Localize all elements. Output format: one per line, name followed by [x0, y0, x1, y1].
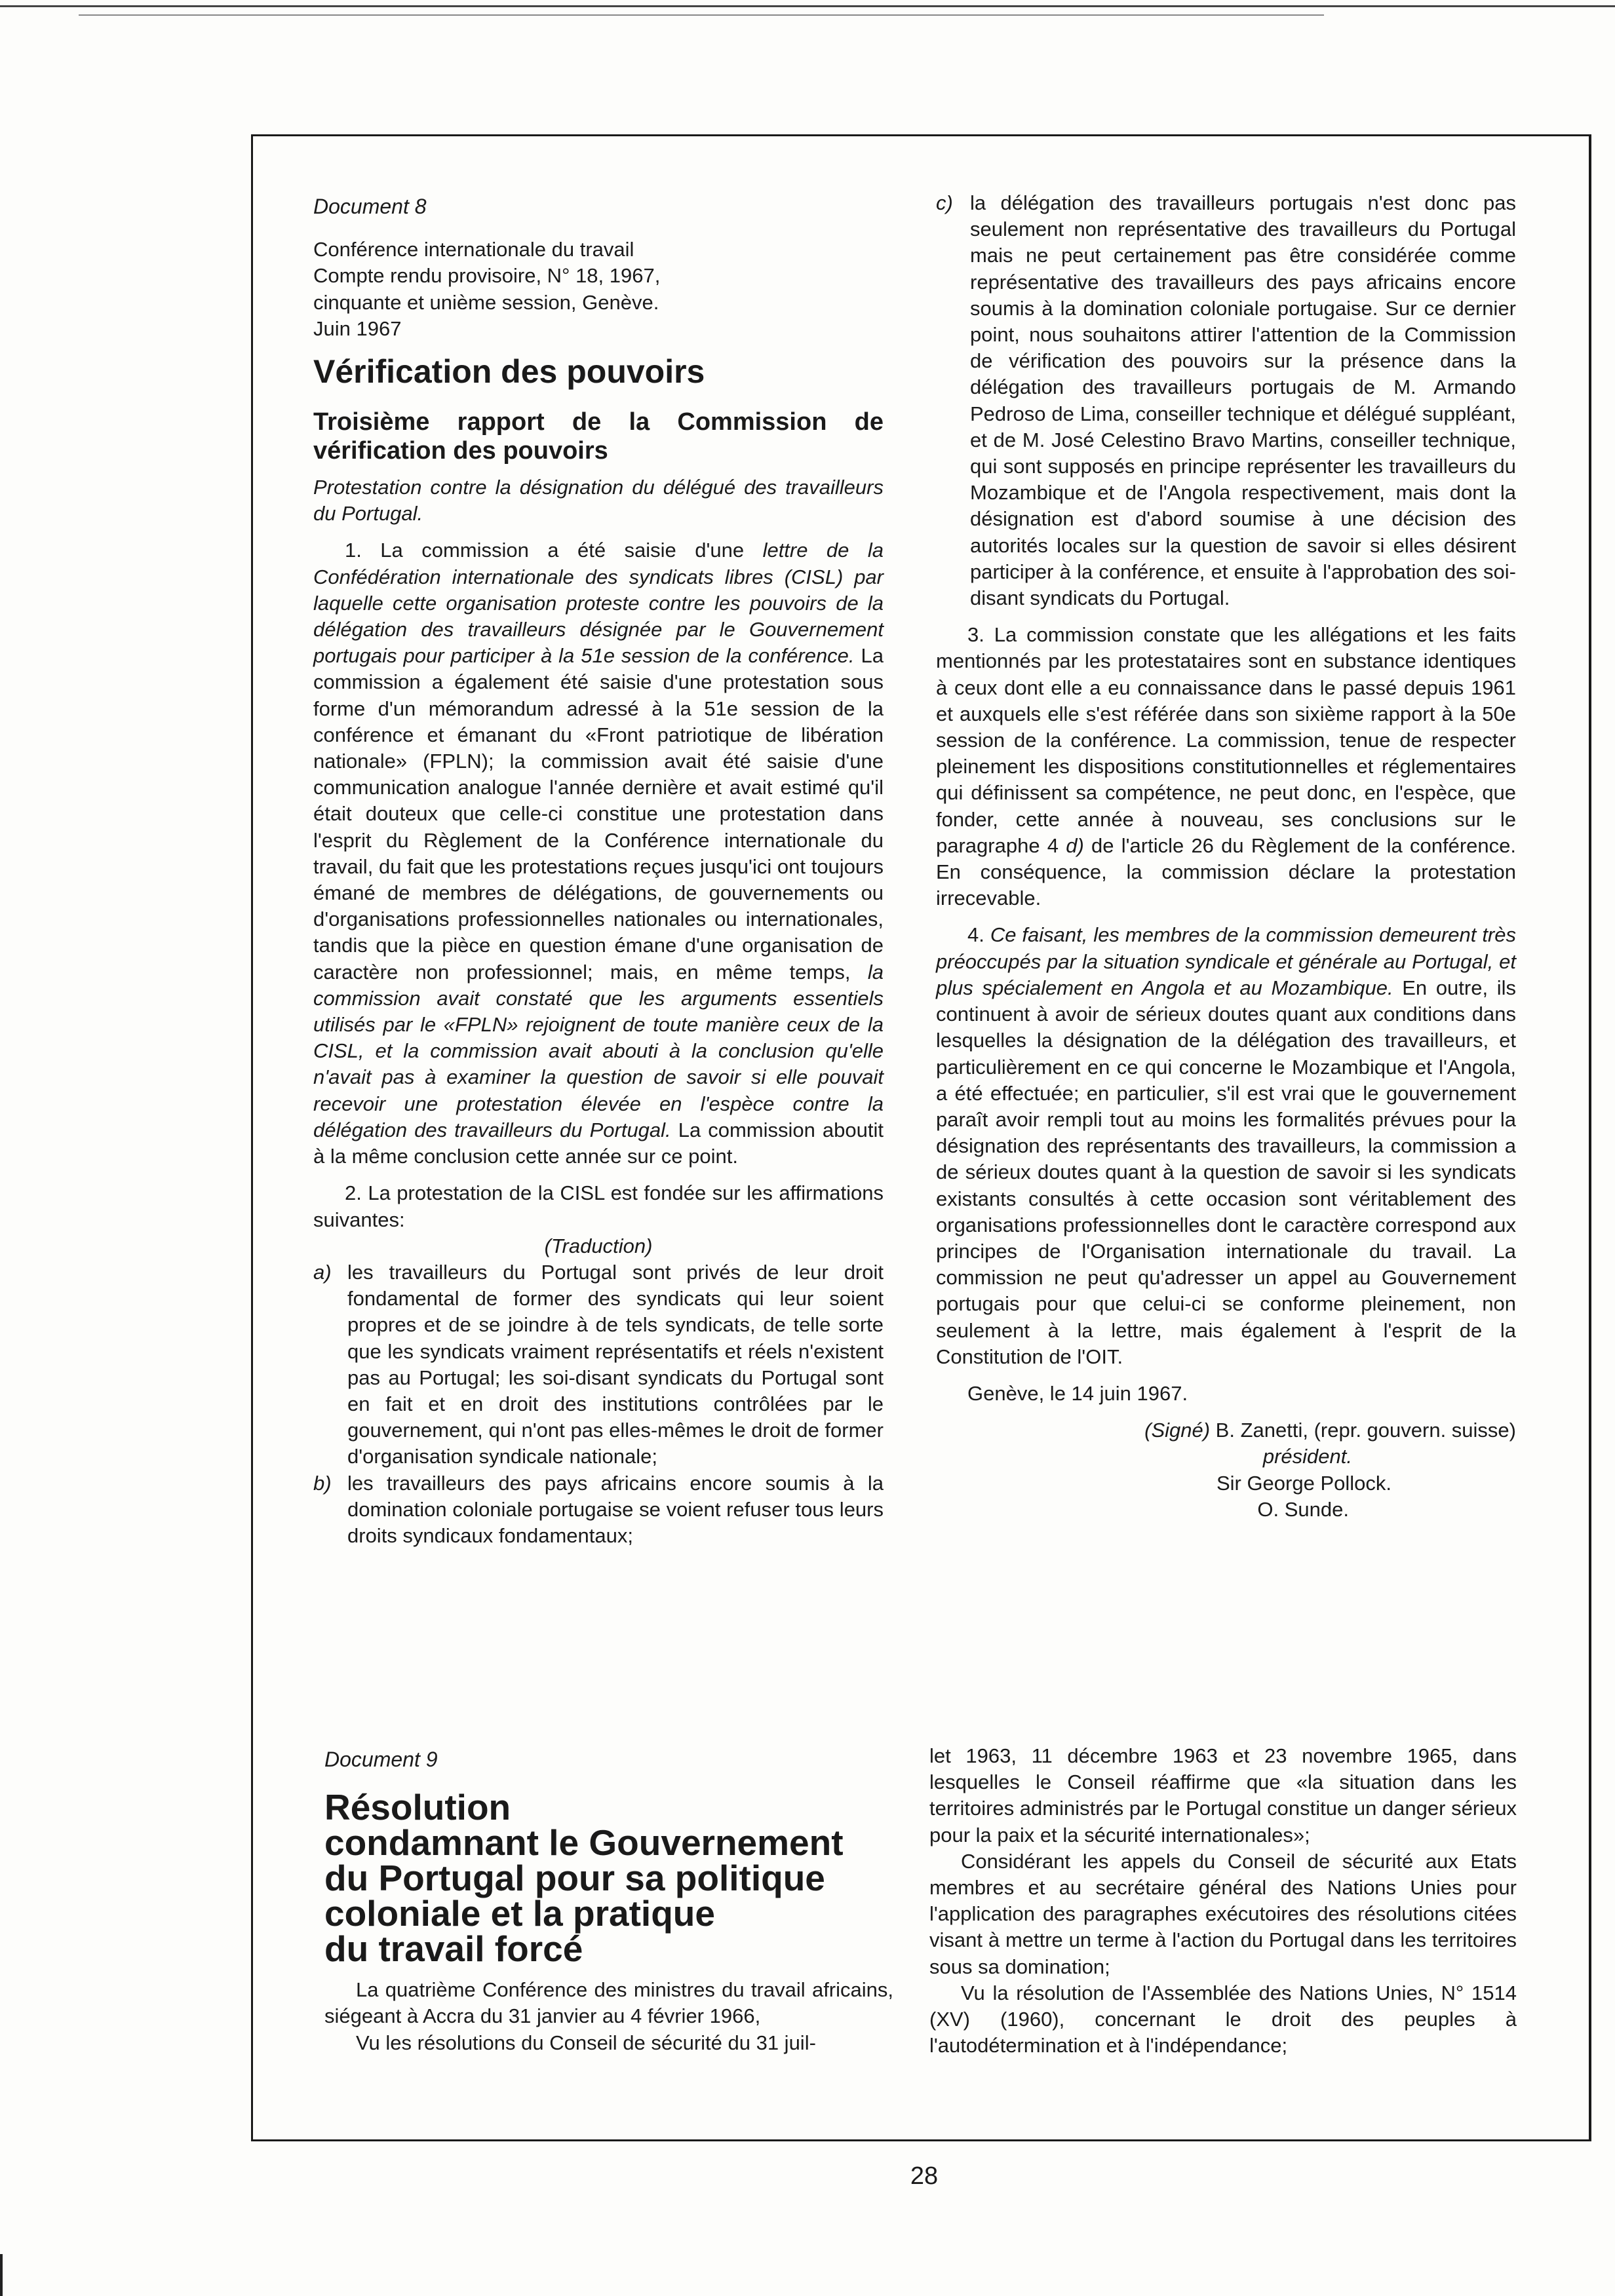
- doc8-label: Document 8: [313, 195, 427, 218]
- doc9-label: Document 9: [324, 1748, 438, 1771]
- p4-part: En outre, ils continuent à avoir de sérieux doutes quant aux conditions dans lesquelles la désignation de la délégation des travailleurs, et particulièrement en ce qui concerne le Mozambique et l'Angola, a été effectuée; en particulier, s'il est vrai que le gouvernement paraît avoir rempli tout au moins les formalités prévues pour la désignation des représentants des travailleurs, la commission a de sérieux doutes quant à la question de savoir si les syndicats existants consultés à cette occasion sont véritablement des organisations professionnelles dont le caractère correspond aux principes de l'Organisation internationale du travail. La commission ne peut qu'adresser un appel au Gouvernement portugais pour que celui-ci se conforme pleinement, non seulement à la lettre, mais également à l'esprit de la Constitution de l'OIT.: [936, 976, 1516, 1368]
- paragraph-4: [936, 922, 1516, 1369]
- title-line: du Portugal pour sa politique: [324, 1858, 825, 1899]
- signe-label: (Signé): [1144, 1419, 1211, 1442]
- p1-part: la commission avait constaté que les arguments essentiels utilisés par le «FPLN» rejoignent de toute manière ceux de la CISL, et la commission avait abouti à la conclusion qu'elle n'avait pas à examiner la question de savoir si elle pouvait recevoir une protestation élevée en l'espèce contre la délégation des travailleurs du Portugal.: [313, 960, 884, 1141]
- protestation-heading: Protestation contre la désignation du délégué des travailleurs du Portugal.: [313, 476, 884, 526]
- signature-line: [936, 1417, 1516, 1444]
- p1-part: lettre de la Confédération internationale des syndicats libres (CISL) par laquelle cette organisation proteste contre les pouvoirs de la délégation des travailleurs désignée par le Gouvernement portugais pour participer à la 51e session de la conférence.: [313, 539, 884, 668]
- title-line: du travail forcé: [324, 1928, 583, 1970]
- list-item-c: [936, 190, 1516, 611]
- doc9-paragraph-2-continued: let 1963, 11 décembre 1963 et 23 novembre 1965, dans lesquelles le Conseil réaffirme que «la situation dans les territoires administrés par le Portugal constitue un danger sérieux pour la paix et la sécurité internationales»;: [929, 1744, 1517, 1846]
- p3-part: 3. La commission constate que les allégations et les faits mentionnés par les protestataires sont en substance identiques à ceux dont elle a eu connaissance dans le passé depuis 1961 et auxquels elle s'est référée dans son sixième rapport à la 50e session de la conférence. La commission, tenue de respecter pleinement les dispositions constitutionnelles et réglementaires qui définissent sa compétence, ne peut donc, en l'espèce, que fonder, cette année à nouveau, ses conclusions sur le paragraphe 4: [936, 623, 1516, 857]
- doc9-paragraph-4: Vu la résolution de l'Assemblée des Nations Unies, N° 1514 (XV) (1960), concernant le droit des peuples à l'autodétermination et à l'indépendance;: [929, 1981, 1517, 2057]
- doc8-subtitle: Troisième rapport de la Commission de vérification des pouvoirs: [313, 408, 884, 465]
- source-line: Juin 1967: [313, 316, 402, 340]
- source-line: cinquante et unième session, Genève.: [313, 290, 659, 314]
- date-line: Genève, le 14 juin 1967.: [967, 1381, 1188, 1405]
- p3-part: d): [1066, 833, 1084, 857]
- signatory-2: Sir George Pollock.: [1216, 1471, 1391, 1495]
- p1-part: La commission aboutit à la même conclusion cette année sur ce point.: [313, 1118, 884, 1168]
- list-label: b): [313, 1471, 332, 1495]
- list-item-b: [313, 1470, 884, 1550]
- p4-part: 4.: [967, 923, 990, 947]
- paragraph-1: [313, 537, 884, 1170]
- list-text: la délégation des travailleurs portugais n'est donc pas seulement non représentative des travailleurs du Portugal mais ne peut certainement pas être considérée comme représentative des travailleurs des pays africains encore soumis à la domination coloniale portugaise. Sur ce dernier point, nous souhaitons attirer l'attention de la Commission de vérification des pouvoirs sur la présence dans la délégation des travailleurs portugais de M. Armando Pedroso de Lima, conseiller technique et délégué suppléant, et de M. José Celestino Bravo Martins, conseiller technique, qui sont supposés en principe représenter les travailleurs du Mozambique et de l'Angola respectivement, mais dont la désignation est d'abord soumise à une décision des autorités locales sur la question de savoir si elles désirent participer à la conférence, et ensuite à l'approbation des soi-disant syndicats du Portugal.: [970, 191, 1516, 610]
- signatory-role: président.: [1262, 1445, 1352, 1468]
- p4-part: Ce faisant, les membres de la commission demeurent très préoccupés par la situation syndicale et générale au Portugal, et plus spécialement en Angola et au Mozambique.: [936, 923, 1516, 999]
- doc9-paragraph-1: La quatrième Conférence des ministres du travail africains, siégeant à Accra du 31 janvier au 4 février 1966,: [324, 1978, 893, 2028]
- p1-part: 1. La commission a été saisie d'une: [345, 539, 763, 562]
- list-item-a: [313, 1259, 884, 1470]
- doc9-left-column: [324, 1746, 893, 2056]
- signatory-1: B. Zanetti, (repr. gouvern. suisse): [1210, 1419, 1516, 1442]
- signatory-3: O. Sunde.: [1257, 1497, 1349, 1521]
- doc8-title: Vérification des pouvoirs: [313, 353, 705, 391]
- list-text: les travailleurs des pays africains encore soumis à la domination coloniale portugaise se voient refuser tous leurs droits syndicaux fondamentaux;: [347, 1471, 884, 1547]
- scan-edge-line: [0, 5, 1615, 7]
- p1-part: La commission a également été saisie d'une protestation sous forme d'un mémorandum adressé à la 51e session de la conférence et émanant du «Front patriotique de libération nationale» (FPLN); la commission avait été saisie d'une communication analogue l'année dernière et avait estimé qu'il était douteux que celle-ci constitue une protestation dans l'esprit du Règlement de la Conférence internationale du travail, du fait que les protestations reçues jusqu'ici ont toujours émané de membres de délégations, de gouvernements ou d'organisations professionnelles nationales ou internationales, tandis que la pièce en question émane d'une organisation de caractère non professionnel; mais, en même temps,: [313, 644, 884, 984]
- list-label: c): [936, 191, 953, 214]
- doc9-paragraph-2: Vu les résolutions du Conseil de sécurité du 31 juil-: [356, 2031, 816, 2054]
- traduction-label: (Traduction): [544, 1234, 653, 1257]
- title-line: Résolution: [324, 1787, 511, 1828]
- page-number: 28: [910, 2162, 939, 2190]
- doc9-paragraph-3: Considérant les appels du Conseil de sécurité aux Etats membres et au secrétaire général des Nations Unies pour l'application des paragraphes exécutoires des résolutions citées visant à mettre un terme à l'action du Portugal dans les territoires sous sa domination;: [929, 1849, 1517, 1978]
- p3-part: de l'article 26 du Règlement de la conférence. En conséquence, la commission déclare la protestation irrecevable.: [936, 833, 1516, 910]
- list-text: les travailleurs du Portugal sont privés de leur droit fondamental de former des syndicats qui leur soient propres et de se joindre à de tels syndicats, de telle sorte que les syndicats vraiment représentatifs et réels n'existent pas au Portugal; les soi-disant syndicats du Portugal sont en fait et en droit des institutions contrôlées par le gouvernement, qui n'ont pas elles-mêmes le droit de former d'organisation syndicale nationale;: [347, 1260, 884, 1468]
- paragraph-3: [936, 622, 1516, 911]
- paragraph-2: 2. La protestation de la CISL est fondée sur les affirmations suivantes:: [313, 1181, 884, 1231]
- list-label: a): [313, 1260, 332, 1284]
- doc8-right-column: [936, 190, 1516, 1523]
- scan-edge-line: [79, 14, 1324, 16]
- source-line: Conférence internationale du travail: [313, 238, 634, 261]
- doc9-title: [324, 1787, 893, 1970]
- source-line: Compte rendu provisoire, N° 18, 1967,: [313, 264, 661, 288]
- doc8-source: [313, 237, 884, 342]
- scan-margin-mark: [0, 2254, 3, 2296]
- title-line: condamnant le Gouvernement: [324, 1822, 844, 1864]
- title-line: coloniale et la pratique: [324, 1893, 715, 1934]
- doc9-right-column: [929, 1743, 1517, 2059]
- signature-block: [936, 1417, 1516, 1523]
- doc8-left-column: [313, 193, 884, 1549]
